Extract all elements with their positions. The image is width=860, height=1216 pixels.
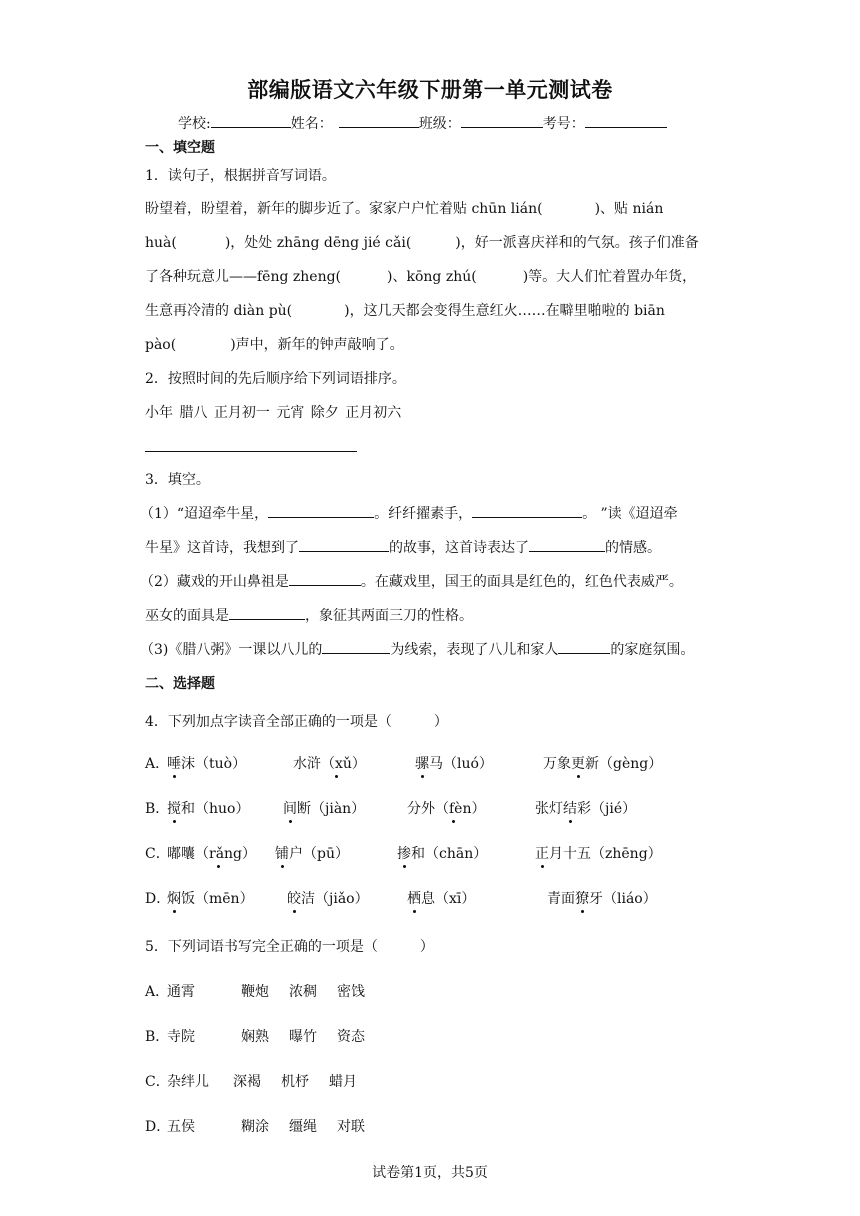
option-item: [543, 753, 662, 773]
option-item: [535, 843, 662, 863]
q1-text: )等。大人们忙着置办年货，: [522, 269, 697, 285]
option-label: B．: [145, 801, 170, 817]
q3-part1-line2: [145, 537, 661, 557]
item-rest: 息（xī）: [421, 891, 476, 907]
exam-no-blank[interactable]: [585, 113, 667, 128]
option-item: [275, 843, 397, 863]
item-rest: 月十五（zhēng）: [549, 846, 662, 862]
q1-text: 生意再冷清的 diàn pù(: [145, 303, 293, 319]
option-word: 资态: [337, 1029, 365, 1045]
q2-answer-line[interactable]: [145, 450, 357, 452]
q2-stem: 2．按照时间的先后顺序给下列词语排序。: [145, 371, 406, 387]
q1-line1: [145, 198, 663, 218]
item-rest: 新（gèng）: [585, 756, 663, 772]
option-word: 曝竹: [289, 1029, 317, 1045]
dotted-char: 搅: [167, 798, 181, 818]
q5-stem-text: 5．下列词语书写完全正确的一项是（: [145, 939, 378, 955]
dotted-char: 囔（rǎng）: [181, 843, 256, 863]
q3-text: 牛星》这首诗，我想到了: [145, 540, 299, 556]
q3-text: 的家庭氛围。: [610, 642, 695, 658]
dotted-char: 掺: [397, 843, 411, 863]
option-label: D．: [145, 1119, 171, 1135]
dotted-char: 唾: [167, 753, 181, 773]
q3-text: （1）“迢迢牵牛星，: [140, 506, 269, 522]
q4-stem-text: 4．下列加点字读音全部正确的一项是（: [145, 714, 392, 730]
item-text: 张灯: [535, 801, 563, 817]
q1-text: )，好一派喜庆祥和的气氛。孩子们准备: [455, 235, 699, 251]
option-item: [407, 888, 547, 908]
q1-text: 盼望着，盼望着，新年的脚步近了。家家户户忙着贴 chūn lián(: [145, 201, 543, 217]
q3-text: （2）藏戏的开山鼻祖是: [140, 574, 289, 590]
q4-stem: [145, 711, 448, 731]
option-word: 糊涂: [241, 1119, 269, 1135]
option-word: 寺院: [167, 1029, 195, 1045]
item-text: 万象: [543, 756, 571, 772]
item-rest: 和（huo）: [181, 801, 250, 817]
item-rest: 户（pū）: [289, 846, 349, 862]
option-word: 浓稠: [289, 984, 317, 1000]
q3-blank-founder[interactable]: [289, 571, 361, 586]
q4-option-d[interactable]: [145, 888, 657, 908]
q3-text: 的故事，这首诗表达了: [389, 540, 529, 556]
q3-part2-line2: [145, 605, 473, 625]
q3-text: 为线索，表现了八儿和家人: [390, 642, 559, 658]
option-item: [283, 798, 407, 818]
dotted-char: 铺: [275, 843, 289, 863]
item-text: 分: [407, 801, 421, 817]
option-word: 五侯: [167, 1119, 195, 1135]
q4-option-c[interactable]: [145, 843, 662, 863]
item-rest: 断（jiàn）: [297, 801, 366, 817]
q4-option-a[interactable]: [145, 753, 662, 773]
option-label: B．: [145, 1029, 170, 1045]
dotted-char: 浒（xǔ）: [307, 753, 366, 773]
option-item: [167, 798, 283, 818]
option-label: D．: [145, 891, 171, 907]
item-rest: 马（luó）: [429, 756, 493, 772]
option-word: 对联: [337, 1119, 365, 1135]
option-label: C．: [145, 1074, 170, 1090]
option-word: 缰绳: [289, 1119, 317, 1135]
student-info-row: [178, 113, 667, 133]
item-rest: 和（chān）: [411, 846, 488, 862]
q5-option-c[interactable]: [145, 1071, 357, 1091]
q3-stem: 3．填空。: [145, 472, 210, 488]
q3-part3-line1: [140, 639, 694, 659]
dotted-char: 更: [571, 753, 585, 773]
option-item: [293, 753, 415, 773]
dotted-char: 外（fèn）: [421, 798, 485, 818]
item-rest: 沫（tuò）: [181, 756, 247, 772]
item-rest: 彩（jié）: [577, 801, 637, 817]
item-rest: 洁（jiǎo）: [301, 891, 369, 907]
dotted-char: 间: [283, 798, 297, 818]
dotted-char: 正: [535, 843, 549, 863]
option-word: 鞭炮: [241, 984, 269, 1000]
dotted-char: 獠: [575, 888, 589, 908]
q3-blank-clue[interactable]: [322, 639, 390, 654]
q3-text: 巫女的面具是: [145, 608, 229, 624]
q5-stem: [145, 936, 434, 956]
dotted-char: 骡: [415, 753, 429, 773]
q3-text: ，象征其两面三刀的性格。: [305, 608, 473, 624]
q4-stem-end: ）: [433, 714, 448, 730]
q1-text: )，这几天都会变得生意红火……在噼里啪啦的 biān: [344, 303, 665, 319]
page-footer: 试卷第1页，共5页: [372, 1165, 488, 1181]
item-text: 嘟: [167, 846, 181, 862]
option-label: A．: [145, 756, 170, 772]
name-label: 姓名：: [290, 116, 333, 132]
option-item: [397, 843, 535, 863]
q3-text: 。在藏戏里，国王的面具是红色的，红色代表威严。: [360, 574, 683, 590]
q1-line4: [145, 300, 665, 320]
q3-blank-poem1[interactable]: [268, 503, 374, 518]
option-word: 娴熟: [241, 1029, 269, 1045]
option-word: 机杼: [281, 1074, 309, 1090]
q3-part1-line1: [140, 503, 678, 523]
class-label: 班级：: [418, 116, 461, 132]
dotted-char: 皎: [287, 888, 301, 908]
dotted-char: 结: [563, 798, 577, 818]
option-item: [535, 798, 636, 818]
q1-text: )，处处 zhāng dēng jié cǎi(: [224, 235, 412, 251]
q1-text: pào(: [145, 337, 177, 353]
q5-stem-end: ）: [419, 939, 434, 955]
q4-option-b[interactable]: [145, 798, 636, 818]
item-rest: 饭（mēn）: [181, 891, 254, 907]
school-blank[interactable]: [211, 113, 291, 128]
q3-text: （3)《腊八粥》一课以八儿的: [140, 642, 323, 658]
q1-stem: 1．读句子，根据拼音写词语。: [145, 168, 336, 184]
option-word: 杂绊儿: [167, 1074, 209, 1090]
q3-blank-emotion[interactable]: [529, 537, 605, 552]
section-fill-in: 一、填空题: [145, 140, 215, 156]
name-blank[interactable]: [339, 113, 419, 128]
option-item: [287, 888, 407, 908]
item-text: 青面: [547, 891, 575, 907]
q1-text: )、kōng zhú(: [387, 269, 477, 285]
school-label: 学校:: [178, 116, 211, 132]
q1-text: huà(: [145, 235, 177, 251]
q3-text: 。 ”读《迢迢牵: [582, 506, 678, 522]
q1-line2: [145, 232, 699, 252]
exam-no-label: 考号：: [542, 116, 585, 132]
option-item: [167, 843, 275, 863]
class-blank[interactable]: [461, 113, 543, 128]
q5-option-b[interactable]: [145, 1026, 365, 1046]
option-label: A．: [145, 984, 170, 1000]
q5-option-a[interactable]: [145, 981, 365, 1001]
q3-text: 。纤纤擢素手，: [374, 506, 473, 522]
dotted-char: 焖: [167, 888, 181, 908]
q3-part2-line1: [140, 571, 683, 591]
q3-blank-mask[interactable]: [229, 605, 305, 620]
option-word: 通霄: [167, 984, 195, 1000]
item-rest: 牙（liáo）: [589, 891, 657, 907]
option-word: 密饯: [337, 984, 365, 1000]
option-item: [407, 798, 535, 818]
option-item: [547, 888, 657, 908]
option-item: [415, 753, 543, 773]
q5-option-d[interactable]: [145, 1116, 365, 1136]
q2-words: 小年 腊八 正月初一 元宵 除夕 正月初六: [145, 405, 402, 421]
option-item: [167, 753, 293, 773]
option-item: [167, 888, 287, 908]
option-label: C．: [145, 846, 170, 862]
q3-text: 的情感。: [605, 540, 661, 556]
section-choice: 二、选择题: [145, 676, 215, 692]
option-word: 蜡月: [329, 1074, 357, 1090]
q1-text: )、贴 nián: [594, 201, 664, 217]
q3-blank-atmosphere[interactable]: [558, 639, 610, 654]
q1-text: 了各种玩意儿——fēng zheng(: [145, 269, 342, 285]
item-text: 水: [293, 756, 307, 772]
q1-line5: [145, 334, 404, 354]
page-title: 部编版语文六年级下册第一单元测试卷: [247, 78, 613, 102]
dotted-char: 栖: [407, 888, 421, 908]
q1-line3: [145, 266, 696, 286]
option-word: 深褐: [233, 1074, 261, 1090]
q1-text: )声中，新年的钟声敲响了。: [230, 337, 404, 353]
q3-blank-poem2[interactable]: [472, 503, 582, 518]
q3-blank-story[interactable]: [299, 537, 389, 552]
